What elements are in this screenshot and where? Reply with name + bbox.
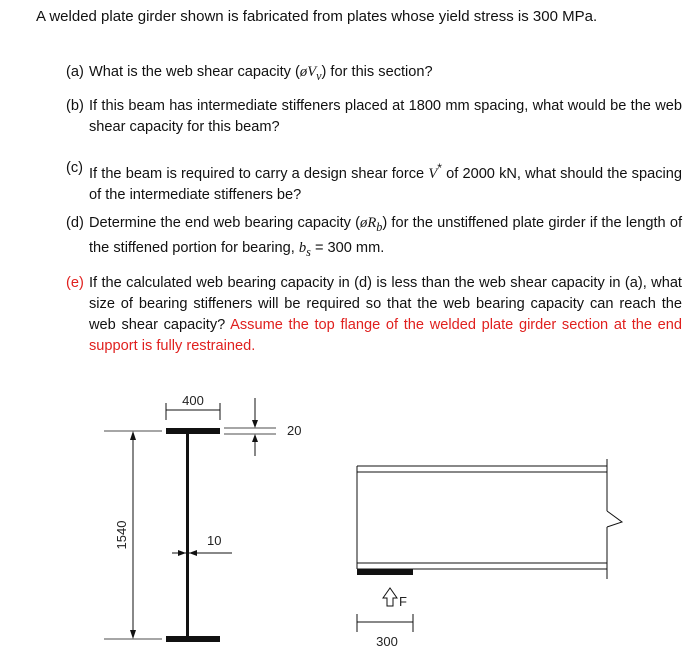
question-a-text: What is the web shear capacity ( [89, 64, 300, 80]
question-c-label: (c) [66, 160, 84, 176]
question-e-text: If the calculated web bearing capacity in (d) is less than the web shear capacity in (a), what size of bearing stiffeners will be required so that the web bearing capacity can reach the web shear capacity? [89, 275, 682, 333]
top-flange [166, 428, 220, 434]
arrow-head [178, 550, 186, 556]
question-d-text: Determine the end web bearing capacity ( [89, 215, 361, 231]
question-e-assumption: Assume the top flange of the welded plate girder section at the end support is fully restrained. [89, 317, 682, 354]
phi-v-subscript: v [316, 68, 322, 83]
bs-symbol: b [298, 239, 307, 256]
phi-r-symbol: øR [360, 215, 377, 231]
question-a-text-end: ) for this section? [321, 64, 433, 80]
web [186, 434, 189, 636]
question-a-label: (a) [66, 64, 84, 80]
question-c-text: If the beam is required to carry a design shear force [89, 165, 429, 182]
force-label: F [399, 594, 407, 609]
problem-statement: A welded plate girder shown is fabricated from plates whose yield stress is 300 MPa. [36, 8, 598, 25]
flange-thickness-label: 20 [287, 423, 302, 438]
bearing-plate [357, 569, 413, 575]
question-b-text: If this beam has intermediate stiffeners placed at 1800 mm spacing, what would be the web shear capacity for this beam? [89, 98, 682, 135]
flange-width-label: 400 [182, 393, 204, 408]
bottom-flange [166, 636, 220, 642]
question-c-text-end: of 2000 kN, what should the spacing of the intermediate stiffeners be? [89, 165, 682, 203]
phi-r-subscript: b [376, 219, 383, 234]
arrow-head [130, 431, 136, 440]
arrow-head [130, 630, 136, 639]
question-d-text-mid: ) for the unstiffened plate girder if the length of the stiffened portion for bearing, [89, 215, 682, 256]
design-shear-superscript: * [437, 161, 442, 175]
bs-subscript: s [306, 244, 311, 259]
question-b-label: (b) [66, 98, 84, 114]
i-section [104, 398, 276, 642]
design-shear-symbol: V [428, 165, 438, 182]
question-e-label: (e) [66, 275, 84, 291]
arrow-head [252, 420, 258, 428]
girder-elevation [357, 459, 622, 632]
reaction-arrow-icon [383, 588, 397, 606]
web-thickness-label: 10 [207, 533, 222, 548]
break-symbol [607, 511, 622, 527]
question-d-label: (d) [66, 215, 84, 231]
question-d-text-end: = 300 mm. [310, 239, 385, 256]
depth-label: 1540 [114, 520, 129, 550]
arrow-head [189, 550, 197, 556]
bearing-length-label: 300 [376, 634, 398, 649]
arrow-head [252, 434, 258, 442]
phi-v-symbol: øV [299, 64, 317, 80]
